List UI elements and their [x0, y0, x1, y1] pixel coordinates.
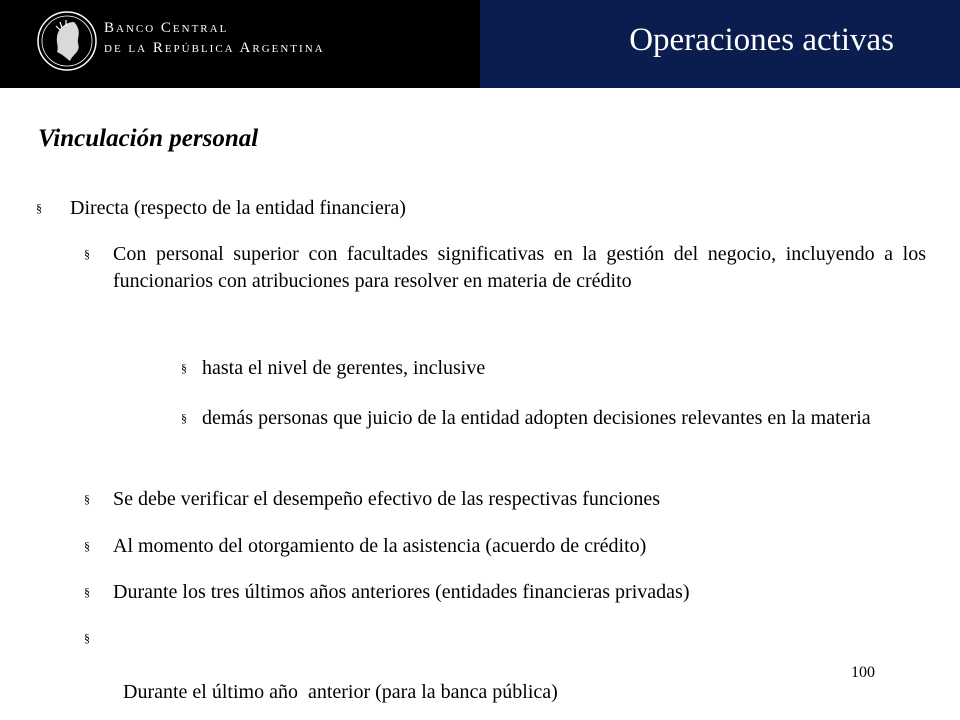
- header-title-panel: [480, 0, 960, 88]
- list-item: [84, 486, 926, 513]
- list-item: [84, 579, 926, 606]
- bullet-icon: §: [84, 492, 90, 506]
- bcra-emblem-icon: [36, 10, 98, 72]
- bullet-icon: §: [84, 585, 90, 599]
- page-number: 100: [851, 664, 875, 681]
- bullet-icon: §: [36, 201, 42, 215]
- bullet-icon: §: [84, 539, 90, 553]
- header-logo-panel: [0, 0, 480, 88]
- list-item: [36, 195, 926, 222]
- list-item-text: Se debe verificar el desempeño efectivo de las respectivas funciones: [113, 488, 660, 510]
- list-item: [84, 241, 926, 295]
- list-item-text: Al momento del otorgamiento de la asistencia (acuerdo de crédito): [113, 535, 647, 557]
- bullet-icon: §: [181, 361, 187, 375]
- list-item: [181, 355, 926, 382]
- bullet-icon: §: [181, 411, 187, 425]
- list-item: [84, 625, 926, 706]
- logo-text-line2: de la República Argentina: [104, 40, 325, 56]
- list-item: [84, 533, 926, 560]
- list-item-text: demás personas que juicio de la entidad adopten decisiones relevantes en la materia: [202, 407, 871, 429]
- section-title: Vinculación personal: [38, 125, 259, 152]
- logo-text-line1: Banco Central: [104, 20, 229, 36]
- bullet-icon: §: [84, 631, 90, 645]
- slide-header-title: Operaciones activas: [629, 22, 894, 58]
- bullet-icon: §: [84, 247, 90, 261]
- list-item: [181, 405, 926, 432]
- list-item-text: Con personal superior con facultades significativas en la gestión del negocio, incluyendo a los funcionarios con atribuciones para resolver en materia de crédito: [113, 243, 926, 292]
- list-item-text: Durante el último año anterior (para la banca pública): [123, 681, 558, 703]
- list-item-text: Directa (respecto de la entidad financiera): [70, 197, 406, 219]
- list-item-text: hasta el nivel de gerentes, inclusive: [202, 357, 486, 379]
- list-item-text: Durante los tres últimos años anteriores (entidades financieras privadas): [113, 581, 690, 603]
